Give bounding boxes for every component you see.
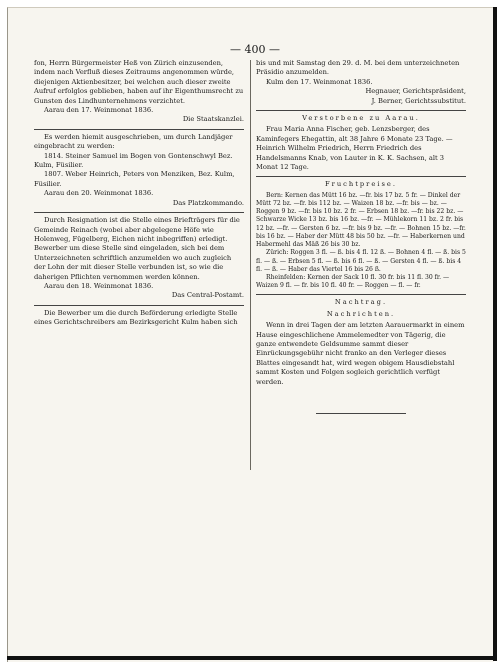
continuation-signature: Hegnauer, Gerichtspräsident,: [365, 87, 466, 96]
continuation-text: bis und mit Samstag den 29. d. M. bei dem unterzeichneten Präsidio anzumelden.: [256, 59, 460, 77]
notice3-date: Aarau den 18. Weinmonat 1836.: [44, 281, 154, 290]
notice3-signature: Das Central-Postamt.: [171, 291, 244, 300]
page-edge-bottom: [7, 656, 497, 660]
notice1-signature: Die Staatskanzlei.: [182, 115, 244, 124]
separator: [256, 176, 466, 177]
notice2-text: Es werden hiemit ausgeschrieben, um durch Landjäger eingebracht zu werden:: [34, 132, 233, 151]
notice1-text: fon, Herrn Bürgermeister Heß von Zürich einzusenden, indem nach Verfluß dieses Zeitraums angenommen würde, diejenigen Aktienbesitzer, bei welchen auch dieser zweite Aufruf erfolglos geblieben, haben auf ihr Eigenthumsrecht zu Gunsten des Lindhunternehmens verzichtet.: [34, 59, 244, 105]
separator: [34, 305, 244, 306]
prices-rheinfelden: Rheinfelden: Kernen der Sack 10 fl. 30 fr. bis 11 fl. 30 fr. — Waizen 9 fl. — fr. bis 10 fl. 40 fr. — Roggen — fl. — fr.: [256, 273, 450, 290]
supplement-text: Wenn in drei Tagen der am letzten Aarauermarkt in einem Hause eingeschlichene Ammelemedter von Tägerig, die ganze entwendete Geldsumme sammt dieser Einrückungsgebühr nicht franko an den Verleger dieses Blattes eingesandt hat, wird wegen obigem Hausdiebstahl sammt Kosten und Folgen sogleich gerichtlich verfügt werden.: [256, 321, 465, 386]
prices-heading: Fruchtpreise.: [325, 180, 397, 189]
page-number: — 400 —: [230, 43, 280, 56]
prices-zurich: Zürich: Roggen 3 fl. — ß. bis 4 fl. 12 ß. — Bohnen 4 fl. — ß. bis 5 fl. — ß. — Erbsen 5 fl. — ß. bis 6 fl. — ß. — Gersten 4 fl. — ß. bis 4 fl. — ß. — Haber das Viertel 16 bis 26 ß.: [256, 249, 466, 273]
notice2-item: 1807. Weber Heinrich, Peters von Menziken, Bez. Kulm, Füsilier.: [34, 170, 235, 188]
notice2-signature: Das Platzkommando.: [172, 198, 244, 207]
page-edge-right: [493, 7, 497, 661]
notice4-text: Die Bewerber um die durch Beförderung erledigte Stelle eines Gerichtschreibers am Bezirksgericht Kulm haben sich: [34, 308, 238, 327]
notice3-text: Durch Resignation ist die Stelle eines Briefträgers für die Gemeinde Reinach (wobei aber abgelegene Höfe wie Holenweg, Fügelberg, Eichen nicht inbegriffen) erledigt. Bewerber um diese Stelle sind eingeladen, sich bei dem Unterzeichneten schriftlich anzumelden wo auch zugleich der Lohn der mit dieser Stelle verbunden ist, so wie die daherigen Pflichten vernommen werden können.: [34, 216, 240, 281]
separator: [256, 110, 466, 111]
separator: [34, 129, 244, 130]
continuation-date: Kulm den 17. Weinmonat 1836.: [266, 77, 373, 86]
deaths-heading: Verstorbene zu Aarau.: [302, 114, 420, 123]
separator: [256, 294, 466, 295]
deaths-text: Frau Maria Anna Fischer, geb. Lenzsberger, des Kaminfegers Ehegattin, alt 38 Jahre 6 Monate 23 Tage. — Heinrich Wilhelm Friedrich, Herrn Friedrich des Handelsmanns Knab, von Lauter in K. K. Sachsen, alt 3 Monat 12 Tage.: [256, 125, 453, 172]
continuation-signature: J. Berner, Gerichtssubstitut.: [371, 96, 466, 105]
notice2-item: 1814. Steiner Samuel im Bogen von Gontenschwyl Bez. Kulm, Füsilier.: [34, 151, 233, 170]
supplement-subheading: Nachrichten.: [326, 309, 396, 318]
end-rule: [316, 413, 406, 414]
right-column: [256, 59, 466, 414]
prices-bern: Bern: Kernen das Mütt 16 bz. —fr. bis 17 bz. 5 fr. — Dinkel der Mütt 72 bz. —fr. bis 112 bz. — Waizen 18 bz. —fr. bis — bz. — Roggen 9 bz. —fr. bis 10 bz. 2 fr. — Erbsen 18 bz. —fr. bis 22 bz. — Schwarze Wicke 13 bz. bis 16 bz. —fr. — Mühlekorn 11 bz. 2 fr. bis 12 bz. —fr. — Gersten 6 bz. —fr. bis 9 bz. —fr. — Bohnen 15 bz. —fr. bis 16 bz. — Haber der Mütt 48 bis 50 bz. —fr. — Haberkernen und Habermehl das Mäß 26 bis 30 bz.: [256, 191, 466, 249]
notice2-date: Aarau den 20. Weinmonat 1836.: [44, 189, 154, 198]
separator: [34, 212, 244, 213]
notice1-date: Aarau den 17. Weinmonat 1836.: [44, 106, 154, 115]
left-column: [34, 59, 244, 328]
supplement-heading: Nachtrag.: [334, 298, 388, 307]
column-divider: [250, 60, 251, 470]
